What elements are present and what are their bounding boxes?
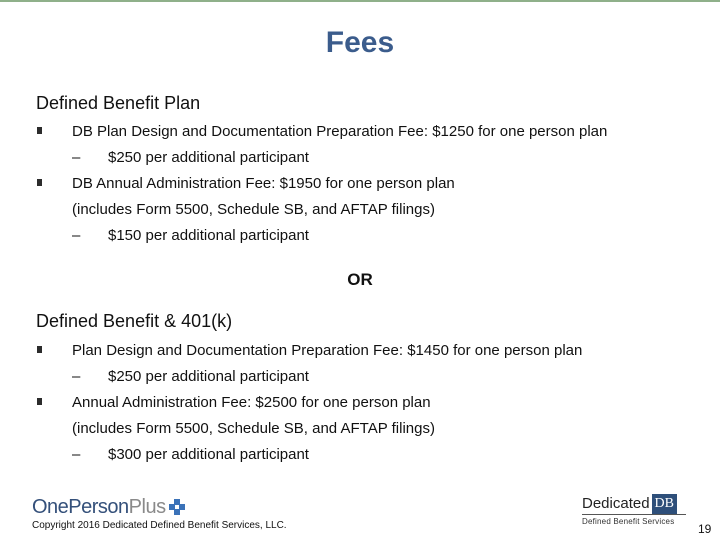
page-number: 19 [698,522,712,536]
section-heading-defined-benefit-plan: Defined Benefit Plan [36,93,201,113]
fee-line: DB Plan Design and Documentation Preparation Fee: $1250 for one person plan [72,123,608,140]
medical-cross-icon [169,499,185,515]
fee-line-continued: (includes Form 5500, Schedule SB, and AFTAP filings) [72,201,435,218]
dedicated-db-logo [582,494,686,526]
slide-title: Fees [325,26,395,59]
sub-fee-line: $250 per additional participant [108,149,309,166]
sub-dash: – [72,149,81,166]
or-separator: OR [347,270,373,289]
top-rule [0,0,720,2]
bullet-icon [37,179,42,186]
bullet-icon [37,346,42,353]
logo-tagline: Defined Benefit Services [582,517,675,526]
sub-dash: – [72,227,81,244]
sub-fee-line: $150 per additional participant [108,227,309,244]
logo-dedicated-word: Dedicated [582,495,650,512]
fee-line-continued: (includes Form 5500, Schedule SB, and AFTAP filings) [72,420,435,437]
bullet-icon [37,398,42,405]
logo-db-box: DB [652,494,677,514]
fee-line: Annual Administration Fee: $2500 for one person plan [72,394,431,411]
sub-fee-line: $250 per additional participant [108,368,309,385]
onepersonplus-logo [32,494,185,520]
sub-dash: – [72,446,81,463]
fee-line: DB Annual Administration Fee: $1950 for one person plan [72,175,455,192]
sub-dash: – [72,368,81,385]
bullet-icon [37,127,42,134]
section-heading-defined-benefit-401k: Defined Benefit & 401(k) [36,311,233,331]
fee-line: Plan Design and Documentation Preparation Fee: $1450 for one person plan [72,342,583,359]
logo-wordmark: OnePersonPlus [32,495,166,518]
sub-fee-line: $300 per additional participant [108,446,309,463]
copyright-notice: Copyright 2016 Dedicated Defined Benefit Services, LLC. [32,520,287,531]
